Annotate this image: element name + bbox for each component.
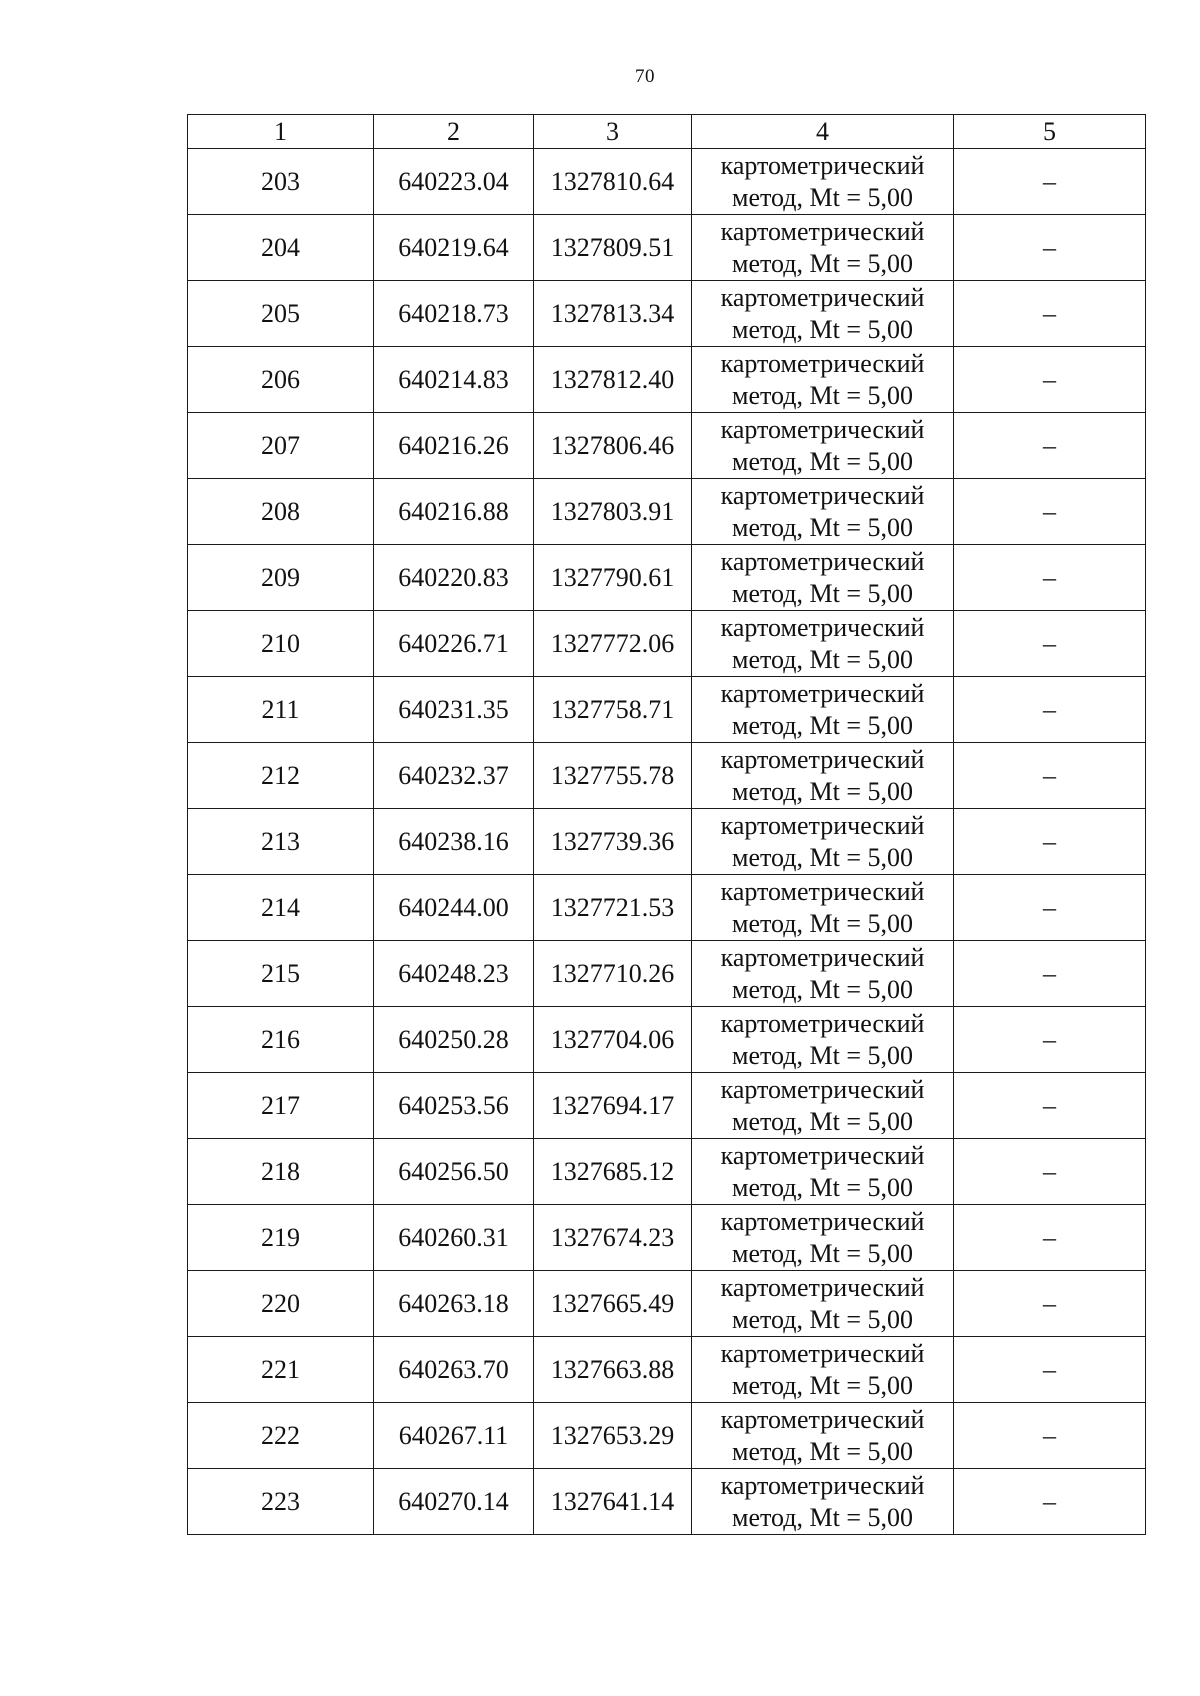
y-coordinate-cell: 1327674.23 (534, 1205, 692, 1271)
method-cell (692, 1007, 954, 1073)
point-number-cell: 204 (188, 215, 374, 281)
point-number-cell: 206 (188, 347, 374, 413)
method-cell (692, 281, 954, 347)
x-coordinate-cell: 640244.00 (374, 875, 534, 941)
method-line-1: картометрический (720, 612, 925, 642)
x-coordinate-cell: 640248.23 (374, 941, 534, 1007)
y-coordinate-cell: 1327755.78 (534, 743, 692, 809)
method-cell (692, 1337, 954, 1403)
method-line-2: метод, Mt = 5,00 (732, 1370, 913, 1400)
point-number-cell: 223 (188, 1469, 374, 1535)
method-line-1: картометрический (720, 1470, 925, 1500)
table-row (188, 215, 1146, 281)
method-cell (692, 611, 954, 677)
method-cell (692, 1403, 954, 1469)
method-line-2: метод, Mt = 5,00 (732, 446, 913, 476)
y-coordinate-cell: 1327803.91 (534, 479, 692, 545)
method-cell (692, 479, 954, 545)
table-row (188, 875, 1146, 941)
header-row (188, 115, 1146, 149)
x-coordinate-cell: 640216.88 (374, 479, 534, 545)
method-line-1: картометрический (720, 1008, 925, 1038)
col5-cell: – (954, 1073, 1146, 1139)
col5-cell: – (954, 215, 1146, 281)
method-line-2: метод, Mt = 5,00 (732, 578, 913, 608)
table-row (188, 1205, 1146, 1271)
method-line-2: метод, Mt = 5,00 (732, 182, 913, 212)
table-row (188, 413, 1146, 479)
col5-cell: – (954, 479, 1146, 545)
x-coordinate-cell: 640214.83 (374, 347, 534, 413)
method-line-1: картометрический (720, 480, 925, 510)
method-line-1: картометрический (720, 348, 925, 378)
method-line-1: картометрический (720, 942, 925, 972)
table-row (188, 149, 1146, 215)
method-line-2: метод, Mt = 5,00 (732, 380, 913, 410)
table-row (188, 347, 1146, 413)
x-coordinate-cell: 640220.83 (374, 545, 534, 611)
point-number-cell: 220 (188, 1271, 374, 1337)
method-line-1: картометрический (720, 744, 925, 774)
method-line-2: метод, Mt = 5,00 (732, 314, 913, 344)
method-line-2: метод, Mt = 5,00 (732, 248, 913, 278)
table-row (188, 1403, 1146, 1469)
table-row (188, 743, 1146, 809)
point-number-cell: 222 (188, 1403, 374, 1469)
col5-cell: – (954, 611, 1146, 677)
method-cell (692, 1073, 954, 1139)
header-col-4: 4 (692, 115, 954, 149)
x-coordinate-cell: 640226.71 (374, 611, 534, 677)
point-number-cell: 221 (188, 1337, 374, 1403)
header-col-1: 1 (188, 115, 374, 149)
point-number-cell: 208 (188, 479, 374, 545)
x-coordinate-cell: 640223.04 (374, 149, 534, 215)
y-coordinate-cell: 1327813.34 (534, 281, 692, 347)
col5-cell: – (954, 1271, 1146, 1337)
y-coordinate-cell: 1327810.64 (534, 149, 692, 215)
y-coordinate-cell: 1327663.88 (534, 1337, 692, 1403)
col5-cell: – (954, 875, 1146, 941)
y-coordinate-cell: 1327694.17 (534, 1073, 692, 1139)
col5-cell: – (954, 1139, 1146, 1205)
y-coordinate-cell: 1327812.40 (534, 347, 692, 413)
col5-cell: – (954, 1007, 1146, 1073)
x-coordinate-cell: 640231.35 (374, 677, 534, 743)
col5-cell: – (954, 809, 1146, 875)
method-line-1: картометрический (720, 1074, 925, 1104)
method-line-1: картометрический (720, 678, 925, 708)
x-coordinate-cell: 640218.73 (374, 281, 534, 347)
table-row (188, 479, 1146, 545)
method-line-1: картометрический (720, 1272, 925, 1302)
y-coordinate-cell: 1327809.51 (534, 215, 692, 281)
col5-cell: – (954, 1403, 1146, 1469)
method-cell (692, 413, 954, 479)
col5-cell: – (954, 677, 1146, 743)
method-cell (692, 347, 954, 413)
table-row (188, 611, 1146, 677)
y-coordinate-cell: 1327739.36 (534, 809, 692, 875)
method-line-2: метод, Mt = 5,00 (732, 1172, 913, 1202)
table-row (188, 1007, 1146, 1073)
method-line-2: метод, Mt = 5,00 (732, 1502, 913, 1532)
x-coordinate-cell: 640267.11 (374, 1403, 534, 1469)
table-row (188, 1139, 1146, 1205)
col5-cell: – (954, 1337, 1146, 1403)
method-cell (692, 809, 954, 875)
point-number-cell: 205 (188, 281, 374, 347)
point-number-cell: 210 (188, 611, 374, 677)
method-line-1: картометрический (720, 1338, 925, 1368)
header-col-2: 2 (374, 115, 534, 149)
coordinates-table (187, 114, 1146, 1535)
method-cell (692, 149, 954, 215)
col5-cell: – (954, 281, 1146, 347)
method-line-2: метод, Mt = 5,00 (732, 710, 913, 740)
table-header (188, 115, 1146, 149)
point-number-cell: 207 (188, 413, 374, 479)
method-line-1: картометрический (720, 282, 925, 312)
x-coordinate-cell: 640270.14 (374, 1469, 534, 1535)
method-line-1: картометрический (720, 1404, 925, 1434)
table-row (188, 545, 1146, 611)
method-line-2: метод, Mt = 5,00 (732, 1106, 913, 1136)
y-coordinate-cell: 1327710.26 (534, 941, 692, 1007)
x-coordinate-cell: 640250.28 (374, 1007, 534, 1073)
method-line-1: картометрический (720, 810, 925, 840)
col5-cell: – (954, 149, 1146, 215)
point-number-cell: 214 (188, 875, 374, 941)
method-line-2: метод, Mt = 5,00 (732, 908, 913, 938)
point-number-cell: 213 (188, 809, 374, 875)
table-row (188, 1469, 1146, 1535)
col5-cell: – (954, 413, 1146, 479)
point-number-cell: 218 (188, 1139, 374, 1205)
x-coordinate-cell: 640238.16 (374, 809, 534, 875)
method-cell (692, 1139, 954, 1205)
method-line-2: метод, Mt = 5,00 (732, 1436, 913, 1466)
y-coordinate-cell: 1327653.29 (534, 1403, 692, 1469)
method-line-1: картометрический (720, 1206, 925, 1236)
col5-cell: – (954, 545, 1146, 611)
x-coordinate-cell: 640260.31 (374, 1205, 534, 1271)
x-coordinate-cell: 640253.56 (374, 1073, 534, 1139)
point-number-cell: 211 (188, 677, 374, 743)
x-coordinate-cell: 640219.64 (374, 215, 534, 281)
method-line-1: картометрический (720, 876, 925, 906)
method-line-2: метод, Mt = 5,00 (732, 1040, 913, 1070)
y-coordinate-cell: 1327806.46 (534, 413, 692, 479)
table-row (188, 941, 1146, 1007)
point-number-cell: 212 (188, 743, 374, 809)
y-coordinate-cell: 1327758.71 (534, 677, 692, 743)
x-coordinate-cell: 640232.37 (374, 743, 534, 809)
method-line-1: картометрический (720, 414, 925, 444)
point-number-cell: 219 (188, 1205, 374, 1271)
col5-cell: – (954, 1205, 1146, 1271)
method-cell (692, 743, 954, 809)
method-line-1: картометрический (720, 1140, 925, 1170)
method-cell (692, 1205, 954, 1271)
point-number-cell: 203 (188, 149, 374, 215)
y-coordinate-cell: 1327641.14 (534, 1469, 692, 1535)
table-body (188, 149, 1146, 1535)
method-line-2: метод, Mt = 5,00 (732, 776, 913, 806)
method-line-1: картометрический (720, 546, 925, 576)
header-col-3: 3 (534, 115, 692, 149)
point-number-cell: 216 (188, 1007, 374, 1073)
method-cell (692, 1271, 954, 1337)
point-number-cell: 209 (188, 545, 374, 611)
table-row (188, 281, 1146, 347)
y-coordinate-cell: 1327685.12 (534, 1139, 692, 1205)
point-number-cell: 215 (188, 941, 374, 1007)
y-coordinate-cell: 1327665.49 (534, 1271, 692, 1337)
y-coordinate-cell: 1327704.06 (534, 1007, 692, 1073)
table-row (188, 1271, 1146, 1337)
method-line-2: метод, Mt = 5,00 (732, 512, 913, 542)
table-row (188, 1073, 1146, 1139)
point-number-cell: 217 (188, 1073, 374, 1139)
x-coordinate-cell: 640216.26 (374, 413, 534, 479)
page-number: 70 (635, 66, 655, 87)
method-cell (692, 215, 954, 281)
method-cell (692, 545, 954, 611)
col5-cell: – (954, 1469, 1146, 1535)
method-line-1: картометрический (720, 150, 925, 180)
y-coordinate-cell: 1327790.61 (534, 545, 692, 611)
method-line-2: метод, Mt = 5,00 (732, 1238, 913, 1268)
method-line-2: метод, Mt = 5,00 (732, 842, 913, 872)
col5-cell: – (954, 941, 1146, 1007)
method-cell (692, 941, 954, 1007)
table-row (188, 809, 1146, 875)
method-cell (692, 1469, 954, 1535)
col5-cell: – (954, 743, 1146, 809)
method-line-2: метод, Mt = 5,00 (732, 1304, 913, 1334)
method-cell (692, 677, 954, 743)
method-line-2: метод, Mt = 5,00 (732, 644, 913, 674)
header-col-5: 5 (954, 115, 1146, 149)
method-line-2: метод, Mt = 5,00 (732, 974, 913, 1004)
x-coordinate-cell: 640263.18 (374, 1271, 534, 1337)
x-coordinate-cell: 640263.70 (374, 1337, 534, 1403)
method-cell (692, 875, 954, 941)
y-coordinate-cell: 1327772.06 (534, 611, 692, 677)
x-coordinate-cell: 640256.50 (374, 1139, 534, 1205)
method-line-1: картометрический (720, 216, 925, 246)
table-row (188, 1337, 1146, 1403)
table-row (188, 677, 1146, 743)
col5-cell: – (954, 347, 1146, 413)
y-coordinate-cell: 1327721.53 (534, 875, 692, 941)
